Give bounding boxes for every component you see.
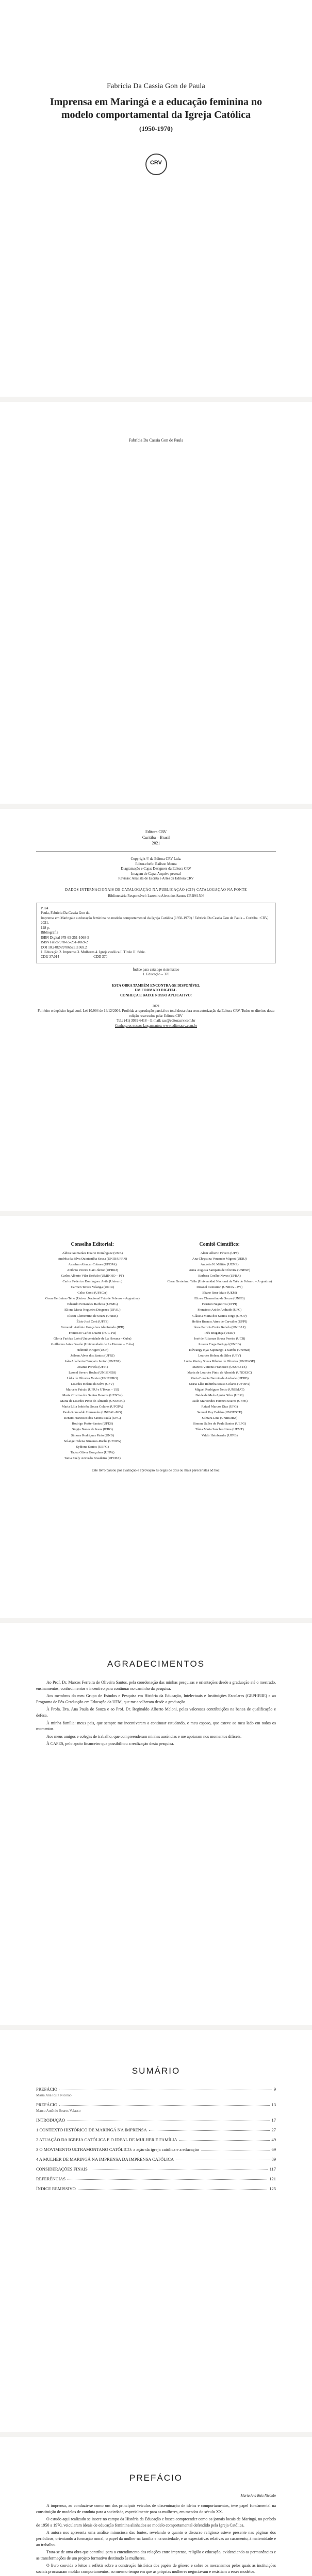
paragraph: A imprensa, ao conduzir-se como um dos principais veículos de disseminação de ideias e comportamentos, teve papel fundamental na constituição de modelos de conduta para a sociedade, especialmente para as mulheres, em meados do século XX. xyxy=(36,2503,276,2514)
paragraph: O livro convida o leitor a refletir sobre a construção histórica dos papéis de gênero e sobre os mecanismos pelos quais as instituições sociais procuraram moldar comportamentos, ao mesmo tempo em que as próprias mulheres negociavam e resistiam a esses modelos. xyxy=(36,2563,276,2574)
board-member: Paulo Romualdo Hernandes (UNIFAL-MG) xyxy=(62,1411,122,1415)
author-name: Fabrícia Da Cassia Gon de Paula xyxy=(107,82,205,90)
board-member: Josania Portela (UFPI) xyxy=(77,1365,108,1369)
book-title: Imprensa em Maringá e a educação feminina no modelo comportamental da Igreja Católica xyxy=(50,96,262,121)
board-member: Gloria Fariñas León (Universidade de La Havana – Cuba) xyxy=(53,1336,132,1341)
half-title-text: Fabrícia Da Cassia Gon de Paula xyxy=(128,438,184,443)
board-member: Elizeu Clementino de Souza (UNEB) xyxy=(194,1297,245,1301)
board-list xyxy=(163,1250,276,1438)
toc-entry-label: REFERÊNCIAS xyxy=(36,2176,66,2181)
half-title-page xyxy=(0,402,312,804)
board-member: Helmuth Krüger (UCP) xyxy=(76,1348,108,1352)
toc-entry-author: Maria Ana Ruiz Nicolão xyxy=(36,2093,72,2097)
acknowledgements-title: AGRADECIMENTOS xyxy=(107,1659,205,1669)
board-member: Valdir Heinbernhe (UFPB) xyxy=(201,1433,238,1437)
toc-title: SUMÁRIO xyxy=(132,2066,180,2076)
board-member: Anselmo Alencar Colares (UFOPA) xyxy=(68,1263,117,1267)
board-member: Samuel Ruy Baldan (UNOESTE) xyxy=(196,1411,242,1415)
toc-entry[interactable] xyxy=(36,2102,276,2107)
legal-line: CONHEÇA E BAIXE NOSSO APLICATIVO! xyxy=(120,993,192,997)
index-header: Índice para catálogo sistemático xyxy=(133,967,179,972)
cip-line: ISBN Digital 978-65-251-1068-5 xyxy=(41,935,89,940)
board-member: Andréia da Silva Quintanilha Sousa (UNIR/UFRN) xyxy=(58,1257,127,1261)
toc-entry-label: 3 O MOVIMENTO ULTRAMONTANO CATÓLICO: a ação da igreja católica e a educação xyxy=(36,2147,199,2152)
preface-title: PREFÁCIO xyxy=(129,2473,183,2483)
paragraph: Ao Prof. Dr. Marcos Ferreira de Oliveira Santos, pela coordenação das minhas pesquisas e orientações desde a graduação até o mestrado, ensinamentos, conhecimentos e incentivo para continuar no caminho da pesquisa. xyxy=(36,1680,276,1691)
imprint-image: Imagem de Capa: Arquivo pessoal xyxy=(131,871,181,876)
imprint-page xyxy=(0,809,312,1211)
board-member: Lourdes Helena da Silva (UFV) xyxy=(71,1382,114,1386)
board-member: Maria de Lourdes Pinto de Almeida (UNOESC) xyxy=(187,1370,252,1375)
toc-entry-author: Marco Antônio Soares Velasco xyxy=(36,2109,81,2113)
toc-leader xyxy=(149,2130,270,2131)
board-member: Inês Bragança (UERJ) xyxy=(204,1331,235,1335)
toc-entry[interactable] xyxy=(36,2117,276,2123)
toc-entry-page: 17 xyxy=(271,2117,276,2123)
board-member: Andréia N. Militão (UEMS) xyxy=(200,1263,239,1267)
board-member: Eduardo Fernandes Barbosa (UFMG) xyxy=(67,1302,118,1307)
board-member: Elione Maria Nogueira Diogenes (UFAL) xyxy=(64,1308,121,1312)
paragraph: Aos membros do meu Grupo de Estudos e Pesquisa em História da Educação, Intelectuais e Instituições Escolares (GEPHEIIE) e ao Programa de Pós-Graduação em Educação da UEM, que me acolheram desde a graduação. xyxy=(36,1693,276,1704)
board-member: Fernando Antônio Gonçalves Alcoforado (IPB) xyxy=(60,1325,124,1329)
toc-leader xyxy=(68,2179,267,2180)
toc-entry-label: ÍNDICE REMISSIVO xyxy=(36,2186,76,2191)
board-member: José de Ribamar Sousa Pereira (UCB) xyxy=(193,1336,245,1341)
toc-entry-page: 117 xyxy=(269,2166,276,2172)
board-member: Maria Eurácia Barreto de Andrade (UFRB) xyxy=(190,1377,249,1381)
board-member: Solange Helena Ximenes-Rocha (UFOPA) xyxy=(63,1439,121,1443)
cip-line: 1. Educação 2. Imprensa 3. Mulheres 4. Igreja católica I. Título II. Série. xyxy=(41,950,146,954)
board-member: Simone Salles de Paula Santos (UEPG) xyxy=(193,1422,247,1426)
board-member: Gláucia Maria dos Santos Jorge (UFOP) xyxy=(192,1314,247,1318)
toc-entry-label: 4 A MULHER DE MARINGÁ NA IMPRENSA DA IMPRENSA CATÓLICA xyxy=(36,2157,174,2162)
paragraph: O estudo aqui realizado se insere no campo da História da Educação e busca compreender como os jornais locais de Maringá, no período de 1950 a 1970, veicularam ideais de educação feminina alinhados ao modelo comportamental defendido pela Igreja Católica. xyxy=(36,2517,276,2528)
imprint-publisher: Editora CRV xyxy=(145,829,167,834)
cip-box xyxy=(36,903,276,963)
board-member: Anna Augusta Sampaio de Oliveira (UNESP) xyxy=(189,1268,251,1273)
cip-line: 128 p. xyxy=(41,925,50,930)
toc-entry-page: 121 xyxy=(269,2176,276,2181)
board-member: Tadeu Oliver Gonçalves (UFPA) xyxy=(70,1450,114,1454)
toc-entry-label: PREFÁCIO xyxy=(36,2102,58,2107)
board-member: Sérgio Nunes de Jesus (IFRO) xyxy=(72,1428,113,1432)
board-member: Elizeu Clementino de Souza (UNEB) xyxy=(67,1314,118,1318)
divider xyxy=(36,851,276,852)
toc-entry[interactable] xyxy=(36,2166,276,2172)
contact-line: Tel.: (41) 3039-6418 – E-mail: sac@editoracrv.com.br xyxy=(117,1019,195,1023)
board-member: Carmen Tereza Velanga (UNIR) xyxy=(71,1285,114,1290)
toc-page xyxy=(0,2030,312,2432)
toc-entry-page: 49 xyxy=(271,2137,276,2142)
board-member: Marcelo Paixão (UFRJ e UTexas – US) xyxy=(65,1388,119,1392)
board-member: Carlos Alberto Vilar Estêvão (UMINHO – PT) xyxy=(61,1274,124,1278)
toc-entry[interactable] xyxy=(36,2186,276,2191)
cip-line: DOI 10.24824/978652511069.2 xyxy=(41,945,87,950)
board-member: Ilona Patricia Freire Rebelo (UNIFAP) xyxy=(193,1325,246,1329)
board-member: Rafael Marcos Dias (UFG) xyxy=(201,1405,238,1409)
board-member: Silmara Lina (UNIRDBZ) xyxy=(202,1416,238,1420)
boards-page xyxy=(0,1216,312,1618)
board-member: Ana Chrystina Venancio Mignot (UERJ) xyxy=(192,1257,247,1261)
toc-entry[interactable] xyxy=(36,2127,276,2132)
board-member: Kilwangy Kya Kapitango-a-Samba (Unemat) xyxy=(189,1348,250,1352)
toc-entry-page: 69 xyxy=(271,2147,276,2152)
toc-entry-label: INTRODUÇÃO xyxy=(36,2117,65,2123)
publisher-logo-icon xyxy=(145,154,167,175)
board-member: Maria Lília Imbiriba Sousa Colares (UFOPA) xyxy=(189,1382,251,1386)
board-member: Paulo Marcondes Ferreira Soares (UFPE) xyxy=(191,1399,248,1403)
board-member: Simone Rodrigues Pinto (UNB) xyxy=(71,1433,114,1437)
board-member: Diosnel Centurion (UNIDA – PY) xyxy=(196,1285,243,1290)
board-member: Celso Conti (UFSCar) xyxy=(77,1291,108,1295)
toc-entry-page: 13 xyxy=(271,2102,276,2107)
board-list xyxy=(36,1250,149,1461)
toc-leader xyxy=(179,2140,270,2141)
cip-header: DADOS INTERNACIONAIS DE CATALOGAÇÃO NA PUBLICAÇÃO (CIP) CATALOGAÇÃO NA FONTE xyxy=(65,887,247,892)
board-member: Lucia Marisy Souza Ribeiro de Oliveira (UNIVASF) xyxy=(184,1359,255,1363)
board-member: Maria Lília Imbiriba Sousa Colares (UFOPA) xyxy=(61,1405,123,1409)
board-member: Cesar Gerónimo Tello (Univer .Nacional Três de Febrero – Argentina) xyxy=(45,1297,140,1301)
board-member: Altair Alberto Fávero (UPF) xyxy=(200,1251,239,1255)
board-member: Francisco Carlos Duarte (PUC-PR) xyxy=(69,1331,117,1335)
imprint-city: Curitiba – Brasil xyxy=(142,835,170,840)
rights-year: 2021 xyxy=(152,1004,160,1009)
board-member: Carlos Federico Dominguez Avila (Unieuro) xyxy=(62,1280,123,1284)
title-page xyxy=(0,0,312,397)
board-member: Cesar Gerónimo Tello (Universidad Nacional de Três de Febrero – Argentina) xyxy=(167,1280,272,1284)
cip-line: Bibliografia xyxy=(41,930,58,935)
toc-entry[interactable] xyxy=(36,2157,276,2162)
book-years: (1950-1970) xyxy=(139,125,173,132)
board-member: Míguel Rodrigues Netto (UNEMAT) xyxy=(194,1388,244,1392)
board-member: Sydione Santos (UEPG) xyxy=(76,1445,109,1449)
board-member: Neide de Melo Aguiar Silva (UEM) xyxy=(195,1394,244,1398)
toc-entry-label: 1 CONTEXTO HISTÓRICO DE MARINGÁ NA IMPRENSA xyxy=(36,2127,147,2132)
paragraph: À Profa. Dra. Ana Paula de Souza e ao Prof. Dr. Reginaldo Alberto Meloni, pelas valorosas contribuições na banca de qualificação e defesa. xyxy=(36,1707,276,1718)
site-link[interactable]: Conheça os nossos lançamentos: www.editoracrv.com.br xyxy=(114,1023,198,1028)
rights-text: Foi feito o depósito legal conf. Lei 10.994 de 14/12/2004. Proibida a reprodução parcial ou total desta obra sem autorização da Editora CRV. Todos os direitos desta edição reservados pela: Editora CRV xyxy=(37,1009,275,1018)
board-member: Tânia Maria Sanches Lima (UFMT) xyxy=(195,1428,244,1432)
cip-line: Imprensa em Maringá e a educação feminina no modelo comportamental da Igreja Católica (1950-1970) / Fabrícia Da Cassia Gon de Paula – Curitiba : CRV, 2021. xyxy=(41,916,268,925)
board-member: Fauston Negreiros (UFPI) xyxy=(202,1302,237,1307)
board-member: Lídia de Oliveira Xavier (UNIEURO) xyxy=(67,1377,118,1381)
acknowledgements-body xyxy=(36,1680,276,1747)
toc-leader xyxy=(78,2189,268,2190)
legal-line: ESTA OBRA TAMBÉM ENCONTRA-SE DISPONÍVEL xyxy=(112,983,200,988)
imprint-revision: Revisão: Analista de Escrita e Artes da Editora CRV xyxy=(118,876,194,881)
toc-entry[interactable] xyxy=(36,2087,276,2092)
cip-line: CDU 37.014 CDD 370 xyxy=(41,955,108,959)
board-title: Conselho Editorial: xyxy=(71,1242,114,1247)
board-member: Antônio Pereira Gaio Júnior (UFRRJ) xyxy=(67,1268,118,1273)
imprint-diagram: Diagramação e Capa: Designers da Editora CRV xyxy=(121,867,191,871)
board-member: Leonel Severo Rocha (UNISINOS) xyxy=(69,1370,117,1375)
board-member: Guillermo Arias Beatón (Universidade de La Havana – Cuba) xyxy=(51,1342,134,1346)
index-line: 1. Educação – 370 xyxy=(142,972,170,977)
cip-line: ISBN Físico 978-65-251-1069-2 xyxy=(41,940,88,945)
board-member: Jussara Fraga Portugal (UNEB) xyxy=(198,1342,241,1346)
board-member: Rodrigo Pratte-Santos (UFES) xyxy=(72,1422,113,1426)
board-title: Comitê Científico: xyxy=(199,1242,240,1247)
toc-entry[interactable] xyxy=(36,2137,276,2142)
toc-entry-page: 125 xyxy=(269,2186,276,2191)
toc-entry-label: CONSIDERAÇÕES FINAIS xyxy=(36,2166,88,2172)
toc-entry-label: 2 ATUAÇÃO DA IGREJA CATÓLICA E O IDEAL DE MULHER E FAMÍLIA xyxy=(36,2137,177,2142)
toc-entry-page: 9 xyxy=(273,2087,276,2092)
board-member: João Adalberto Campato Junior (UNESP) xyxy=(64,1359,121,1363)
paragraph: À minha família: meus pais, que sempre me incentivaram a continuar estudando, e meu esposo, que esteve ao meu lado em todos os momentos. xyxy=(36,1720,276,1732)
board-member: Marcos Vinicius Francisco (UNOESTE) xyxy=(192,1365,247,1369)
toc-entry[interactable] xyxy=(36,2176,276,2181)
imprint-editor: Editor-chefe: Railson Moura xyxy=(135,861,177,866)
toc-entry-label: PREFÁCIO xyxy=(36,2087,58,2092)
toc-leader xyxy=(59,2105,269,2106)
cip-sub: Bibliotecária Responsável: Luzenira Alves dos Santos CRB9/1506 xyxy=(108,893,204,898)
toc-list xyxy=(36,2087,276,2191)
imprint-copyright: Copyright © da Editora CRV Ltda. xyxy=(130,857,182,861)
peer-review-note: Este livro passou por avaliação e aprovação às cegas de dois ou mais pareceristas ad hoc. xyxy=(91,1468,221,1472)
board-member: Helder Buenos Aires de Carvalho (UFPI) xyxy=(192,1319,248,1324)
preface-page xyxy=(0,2437,312,2576)
board-member: Francisco Ari de Andrade (UFC) xyxy=(198,1308,242,1312)
preface-body xyxy=(36,2503,276,2576)
imprint-year: 2021 xyxy=(152,840,160,845)
board-member: Lourdes Helena da Silva (UFV) xyxy=(198,1353,241,1358)
acknowledgements-page xyxy=(0,1623,312,2025)
board-member: Maria de Lourdes Pinto de Almeida (UNOESC) xyxy=(60,1399,125,1403)
board-member: Jailson Alves dos Santos (UFRJ) xyxy=(70,1353,114,1358)
board-member: Barbara Coelho Neves (UFBA) xyxy=(198,1274,241,1278)
cip-line: P324 xyxy=(41,906,48,911)
comite-cientifico xyxy=(163,1242,276,1461)
paragraph: Aos meus amigos e colegas de trabalho, que compreenderam minhas ausências e me apoiaram nos momentos difíceis. xyxy=(46,1734,242,1739)
conselho-editorial xyxy=(36,1242,149,1461)
toc-entry-page: 89 xyxy=(271,2157,276,2162)
cip-line: Paula, Fabrícia Da Cassia Gon de. xyxy=(41,911,90,916)
legal-line: EM FORMATO DIGITAL. xyxy=(135,988,177,993)
board-member: Renato Francisco dos Santos Paula (UFG) xyxy=(64,1416,121,1420)
toc-entry[interactable] xyxy=(36,2147,276,2152)
board-member: Maria Cristina dos Santos Bezerra (UFSCar) xyxy=(62,1394,123,1398)
logo-text: CRV xyxy=(150,160,162,166)
paragraph: À CAPES, pelo apoio financeiro que possibilitou a realização desta pesquisa. xyxy=(46,1741,174,1747)
preface-signature: Maria Ana Ruiz Nicolão xyxy=(240,2494,276,2498)
board-member: Tania Suely Azevedo Brasileiro (UFOPA) xyxy=(64,1456,121,1460)
toc-entry-page: 27 xyxy=(271,2127,276,2132)
board-member: Eliane Rose Maio (UEM) xyxy=(202,1291,237,1295)
paragraph: A autora nos apresenta uma análise minuciosa das fontes, revelando o quanto o discurso religioso esteve presente nas páginas dos periódicos, orientando a formação moral, o papel da mulher na família e na sociedade, e as expectativas relativas ao casamento, à maternidade e ao trabalho. xyxy=(36,2530,276,2547)
board-member: Élsio José Corá (UFFS) xyxy=(76,1319,109,1324)
editorial-boards xyxy=(36,1242,276,1461)
board-member: Aldira Guimarães Duarte Domínguez (UNB) xyxy=(62,1251,123,1255)
paragraph: Trata-se de uma obra que contribui para o entendimento das relações entre imprensa, religião e educação, evidenciando as permanências e as transformações de um projeto formativo destinado às mulheres. xyxy=(36,2550,276,2561)
